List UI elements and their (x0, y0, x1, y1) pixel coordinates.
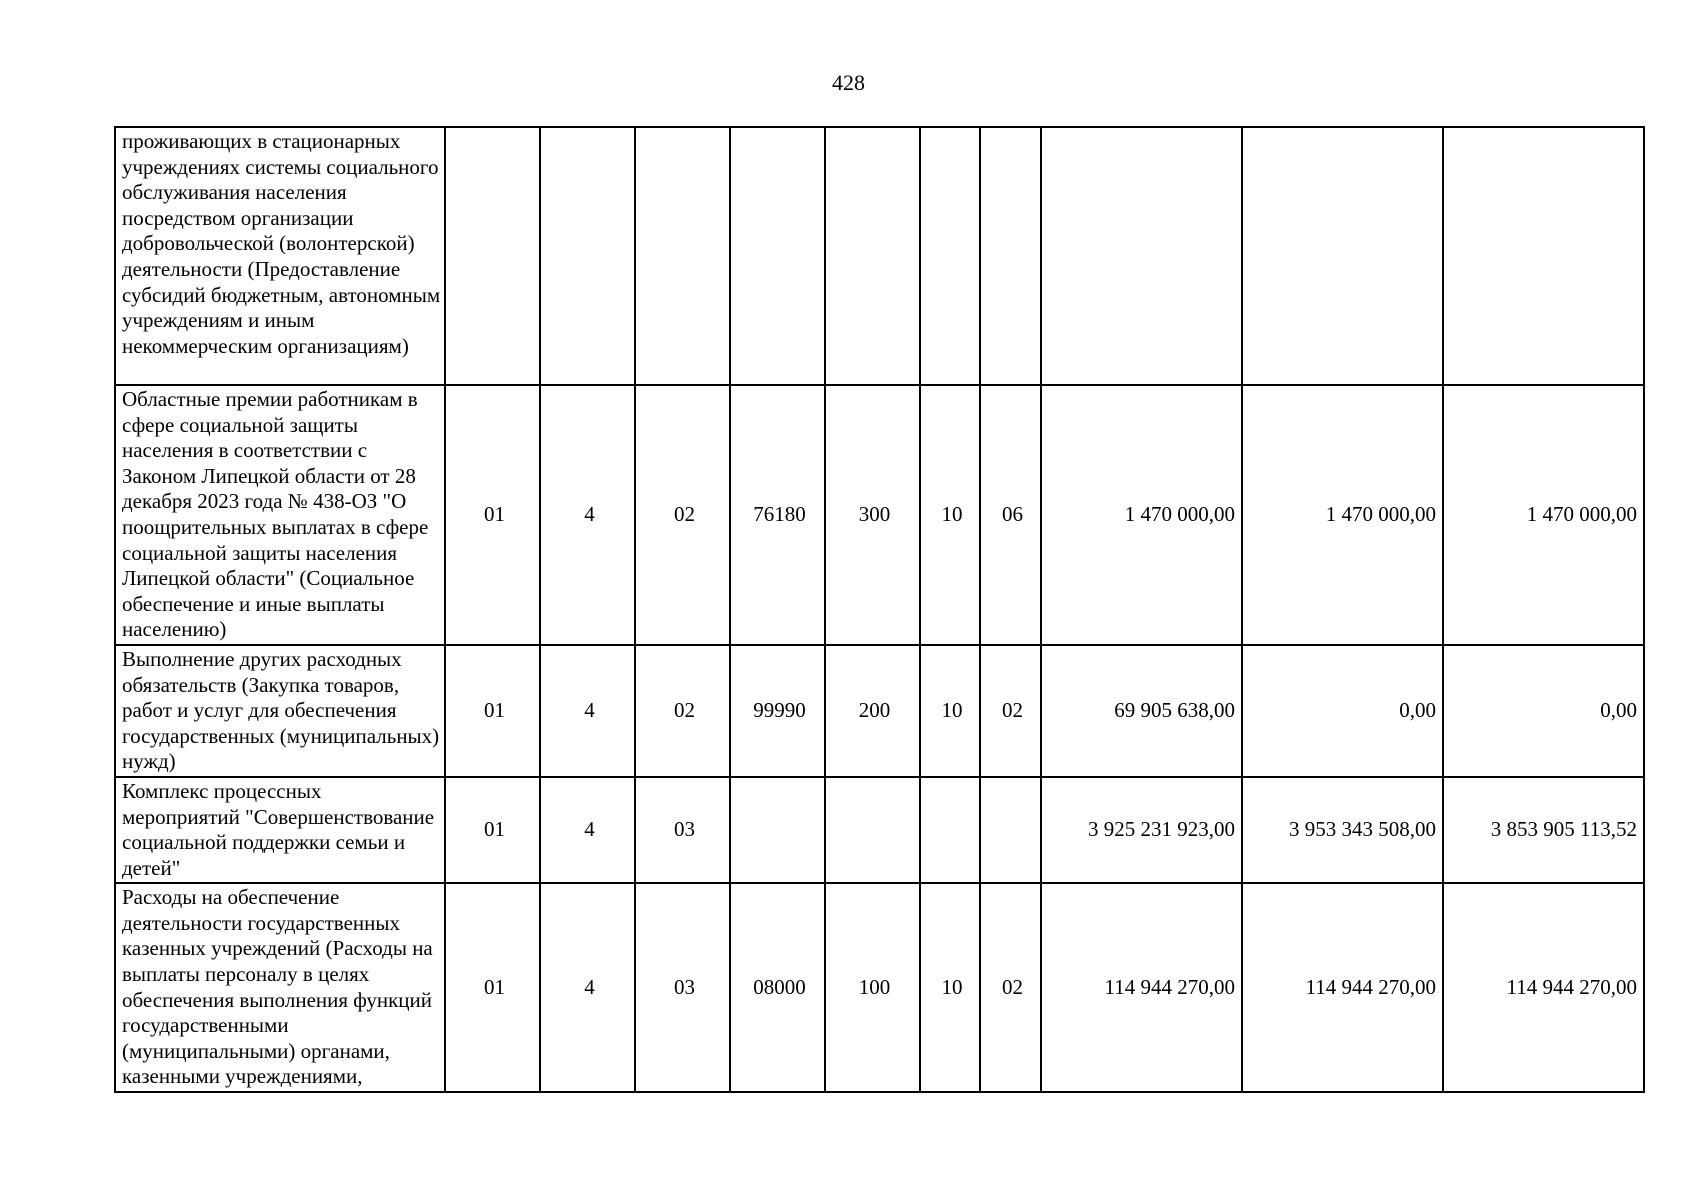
amount-cell (1443, 127, 1644, 385)
row-description: Расходы на обеспечение деятельности государственных казенных учреждений (Расходы на выплаты персоналу в целях обеспечения выполнения функций государственными (муниципальными) органами, казенными учреждениями, (115, 883, 445, 1092)
amount-cell (1242, 127, 1443, 385)
code-cell: 100 (825, 883, 920, 1092)
code-cell: 03 (635, 883, 730, 1092)
amount-cell: 1 470 000,00 (1242, 385, 1443, 645)
amount-cell: 3 925 231 923,00 (1041, 777, 1242, 883)
amount-cell: 3 953 343 508,00 (1242, 777, 1443, 883)
code-cell: 4 (540, 883, 635, 1092)
code-cell: 01 (445, 883, 540, 1092)
code-cell: 200 (825, 645, 920, 777)
code-cell: 4 (540, 645, 635, 777)
code-cell: 76180 (730, 385, 825, 645)
code-cell: 4 (540, 385, 635, 645)
code-cell: 02 (980, 883, 1041, 1092)
amount-cell: 114 944 270,00 (1443, 883, 1644, 1092)
amount-cell: 0,00 (1443, 645, 1644, 777)
amount-cell: 114 944 270,00 (1242, 883, 1443, 1092)
row-description: проживающих в стационарных учреждениях системы социального обслуживания населения посредством организации добровольческой (волонтерской) деятельности (Предоставление субсидий бюджетным, автономным учреждениям и иным некоммерческим организациям) (115, 127, 445, 385)
code-cell: 02 (635, 385, 730, 645)
page-number: 428 (832, 70, 865, 95)
row-description: Областные премии работникам в сфере социальной защиты населения в соответствии с Законом Липецкой области от 28 декабря 2023 года № 438-ОЗ "О поощрительных выплатах в сфере социальной защиты населения Липецкой области" (Социальное обеспечение и иные выплаты населению) (115, 385, 445, 645)
amount-cell: 0,00 (1242, 645, 1443, 777)
code-cell: 02 (980, 645, 1041, 777)
code-cell (825, 127, 920, 385)
budget-table (114, 126, 1645, 1093)
table-row (115, 777, 1644, 883)
code-cell (635, 127, 730, 385)
code-cell (980, 777, 1041, 883)
code-cell (825, 777, 920, 883)
code-cell: 01 (445, 645, 540, 777)
row-description: Комплекс процессных мероприятий "Совершенствование социальной поддержки семьи и детей" (115, 777, 445, 883)
code-cell: 4 (540, 777, 635, 883)
code-cell (730, 127, 825, 385)
table-row (115, 127, 1644, 385)
code-cell: 99990 (730, 645, 825, 777)
code-cell: 02 (635, 645, 730, 777)
amount-cell (1041, 127, 1242, 385)
code-cell (920, 777, 980, 883)
code-cell (980, 127, 1041, 385)
amount-cell: 1 470 000,00 (1443, 385, 1644, 645)
amount-cell: 69 905 638,00 (1041, 645, 1242, 777)
code-cell (920, 127, 980, 385)
amount-cell: 1 470 000,00 (1041, 385, 1242, 645)
code-cell: 08000 (730, 883, 825, 1092)
code-cell: 01 (445, 385, 540, 645)
code-cell: 10 (920, 385, 980, 645)
code-cell: 03 (635, 777, 730, 883)
code-cell (540, 127, 635, 385)
amount-cell: 114 944 270,00 (1041, 883, 1242, 1092)
code-cell (730, 777, 825, 883)
code-cell: 10 (920, 883, 980, 1092)
row-description: Выполнение других расходных обязательств (Закупка товаров, работ и услуг для обеспечения государственных (муниципальных) нужд) (115, 645, 445, 777)
amount-cell: 3 853 905 113,52 (1443, 777, 1644, 883)
code-cell: 01 (445, 777, 540, 883)
code-cell (445, 127, 540, 385)
code-cell: 300 (825, 385, 920, 645)
table-row (115, 385, 1644, 645)
table-row (115, 883, 1644, 1092)
code-cell: 10 (920, 645, 980, 777)
code-cell: 06 (980, 385, 1041, 645)
table-row (115, 645, 1644, 777)
